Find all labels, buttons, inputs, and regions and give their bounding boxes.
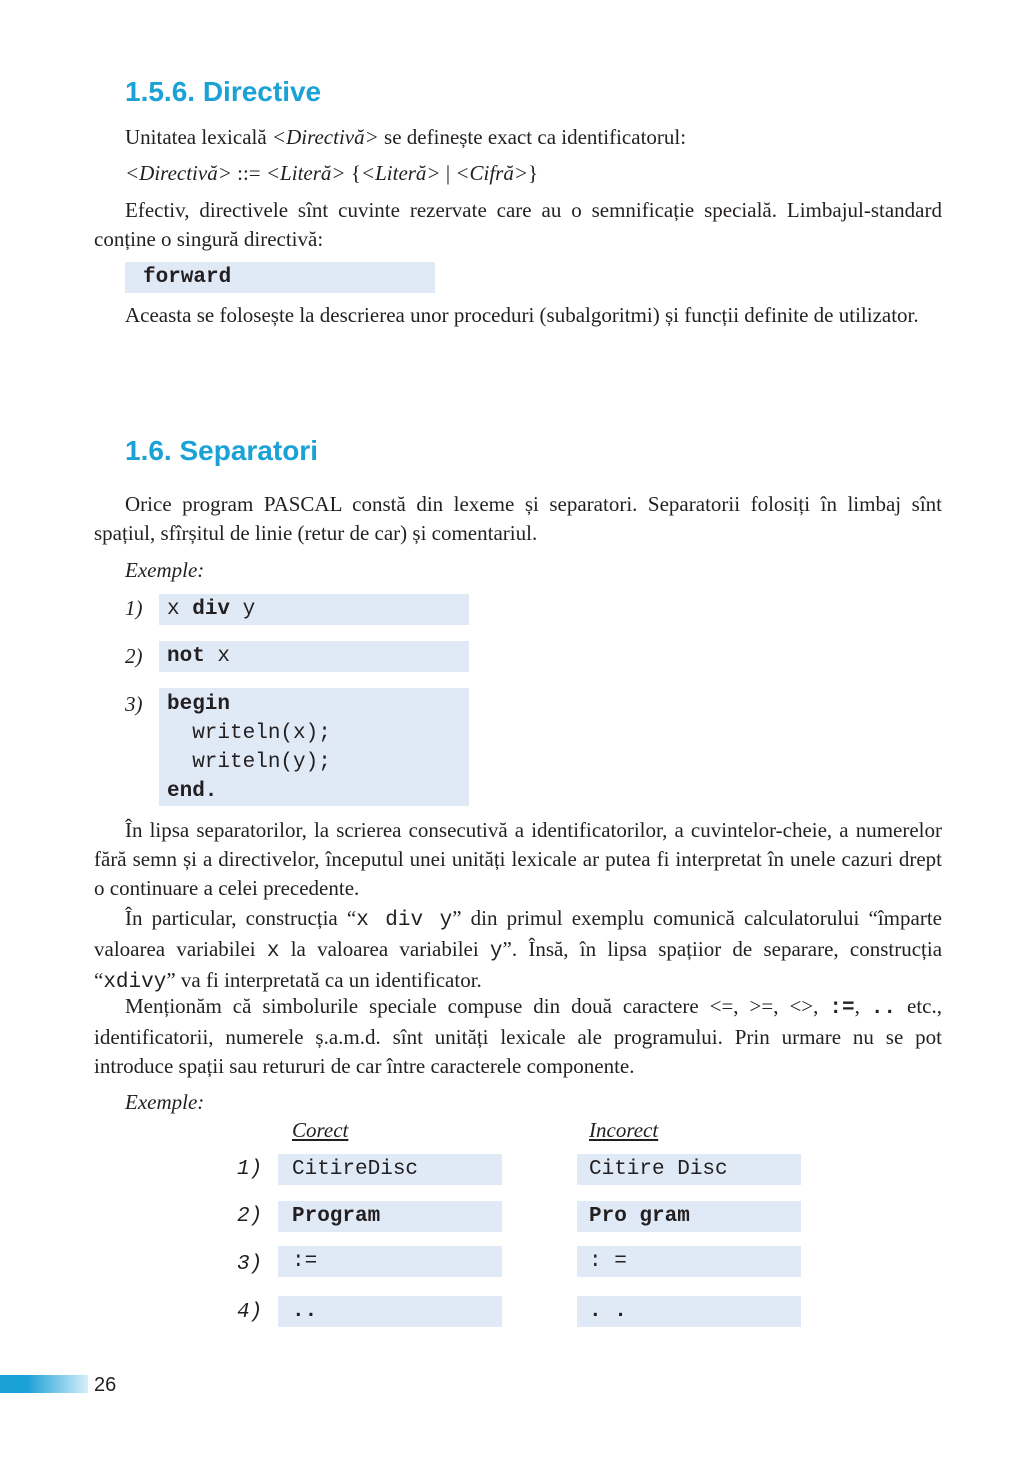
code-line: writeln(y); [167,751,331,774]
row-number: 2) [237,1205,263,1228]
correct-example: .. [278,1296,502,1327]
text: ::= [231,161,266,185]
incorrect-example: : = [577,1246,801,1277]
example-number: 1) [125,596,143,620]
inline-code: := [829,997,855,1020]
text: ”. Însă, în lipsa spațiior de separare, construcția “ [94,937,943,992]
example-number: 3) [125,692,143,716]
code-text: x [204,645,231,668]
paragraph [94,992,942,1081]
examples-label: Exemple: [125,1090,205,1114]
inline-code: y [489,940,503,963]
examples-label: Exemple: [125,558,205,582]
text: se definește exact ca identificatorul: [378,125,687,149]
text: etc., identificatorii, numerele ș.a.m.d. sînt unități lexicale ale programului. Prin urmare nu se pot introduce spații sau retururi de car între caracterele componente. [94,994,943,1078]
code-line: writeln(x); [167,722,331,745]
inline-code: x div y [356,909,453,932]
text: ” va fi interpretată ca un identificator. [166,968,482,992]
incorrect-example: Pro gram [577,1201,801,1232]
correct-example: Program [278,1201,502,1232]
code-keyword: begin [167,693,231,716]
code-text: y [230,598,256,621]
code-block-forward: forward [125,262,435,293]
code-keyword: not [167,645,205,668]
text: Unitatea lexicală [125,125,272,149]
text: <Directivă> [271,125,379,149]
code-example-2 [159,641,469,672]
text: <Literă> [265,161,346,185]
row-number: 3) [237,1253,263,1276]
inline-code: xdivy [103,971,167,994]
code-text: x [167,598,193,621]
text: , [854,994,871,1018]
paragraph [94,123,942,152]
paragraph [94,904,942,997]
text: Menționăm că simbolurile speciale compuse din două caractere <=, >=, <>, [125,994,830,1018]
text: <Cifră> [455,161,529,185]
correct-example: := [278,1246,502,1277]
correct-example: CitireDisc [278,1154,502,1185]
section-heading-separatori: 1.6. Separatori [125,435,318,466]
inline-code: .. [870,997,897,1020]
column-header-correct: Corect [292,1118,349,1142]
row-number: 1) [237,1158,263,1181]
code-keyword: div [192,598,231,621]
paragraph: Efectiv, directivele sînt cuvinte rezervate care au o semnificație specială. Limbajul-standard conține o singură directivă: [94,198,942,251]
column-header-incorrect: Incorect [589,1118,659,1142]
page-number: 26 [94,1374,117,1396]
text: <Literă> [360,161,441,185]
paragraph: Aceasta se folosește la descrierea unor proceduri (subalgoritmi) și funcții definite de utilizator. [125,303,919,327]
text: la valoarea variabilei [279,937,490,961]
example-number: 2) [125,644,143,668]
code-example-1 [159,594,469,625]
inline-code: x [266,940,280,963]
page-number-bar [0,1375,88,1393]
text: } [528,161,539,185]
code-keyword: end. [167,780,218,803]
incorrect-example: . . [577,1296,801,1327]
text: ” din primul exemplu comunică calculatorului “împarte valoarea variabilei [94,906,942,961]
incorrect-example: Citire Disc [577,1154,801,1185]
paragraph: Orice program PASCAL constă din lexeme și separatori. Separatorii folosiți în limbaj sînt spațiul, sfîrșitul de linie (retur de car) și comentariul. [94,492,942,545]
text: { [345,161,361,185]
text: În particular, construcția “ [125,906,357,930]
text: <Directivă> [125,161,232,185]
grammar-rule [94,159,942,188]
code-example-3 [159,688,469,806]
paragraph: În lipsa separatorilor, la scrierea consecutivă a identificatorilor, a cuvintelor-cheie, a numerelor fără semn și a directivelor, începutul unei unități lexicale ar putea fi interpretat în unele cazuri drept o continuare a celei precedente. [94,818,942,900]
row-number: 4) [237,1301,263,1324]
section-heading-directive: 1.5.6. Directive [125,76,322,107]
text: | [440,161,456,185]
